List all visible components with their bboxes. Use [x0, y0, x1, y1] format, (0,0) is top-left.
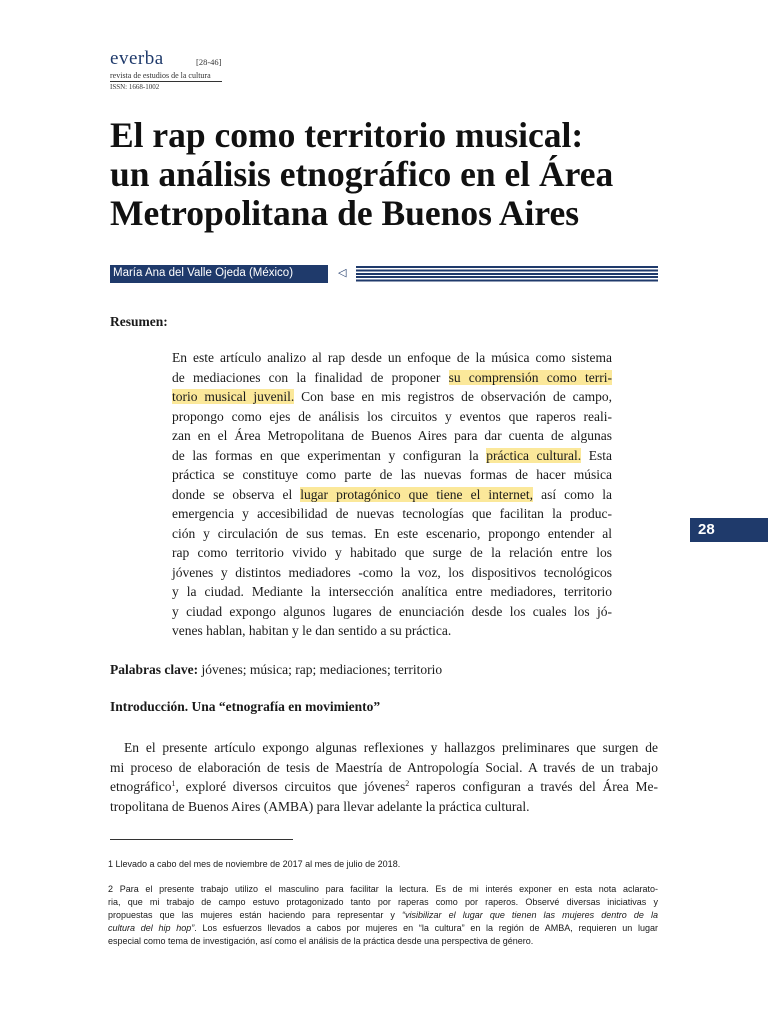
abstract-line: jóvenes y distintos mediadores -como la voz, los dispositivos tecnológicos: [172, 564, 612, 580]
abstract-line: y ciudad expongo algunos lugares de enunciación desde los cuales los jó-: [172, 603, 612, 619]
issn: ISSN: 1668-1002: [110, 83, 160, 91]
journal-subtitle: revista de estudios de la cultura: [110, 71, 211, 80]
body-line: etnográfico$^1$, exploré diversos circuitos que jóvenes$^2$ raperos configuran a través del Área Me-: [110, 779, 658, 794]
abstract-line: de mediaciones con la finalidad de proponer su comprensión como terri-: [172, 369, 612, 385]
abstract-line: propongo como ejes de análisis los circuitos y eventos que raperos reali-: [172, 408, 612, 424]
abstract-line: torio musical juvenil. Con base en mis registros de observación de campo,: [172, 389, 612, 404]
section-heading: Introducción. Una “etnografía en movimiento”: [110, 699, 381, 714]
footnote-1: [108, 858, 658, 871]
abstract-line: práctica se constituye como parte de las nuevas formas de hacer música: [172, 467, 612, 482]
abstract-line: venes hablan, habitan y le dan sentido a su práctica.: [172, 623, 452, 638]
footnote-line: propuestas que las mujeres están haciendo para representar y “visibilizar el lugar que tienen las mujeres dentro de la: [108, 910, 658, 920]
page-range: [28-46]: [196, 57, 222, 67]
highlight: su comprensión como terri-: [448, 369, 612, 385]
decorative-stripes: [356, 266, 658, 283]
author-name: María Ana del Valle Ojeda (México): [113, 267, 294, 279]
footnote-divider: [110, 839, 293, 840]
highlight: lugar protagónico que tiene el internet,: [300, 486, 534, 502]
abstract-line: zan en el Área Metropolitana de Buenos Aires para dar cuenta de algunas: [172, 428, 612, 443]
footnote-2: [108, 883, 658, 948]
title-line: El rap como territorio musical:: [110, 115, 584, 155]
footnote-ref[interactable]: 1: [171, 779, 176, 788]
footnote-line: cultura del hip hop”. Los esfuerzos llevados a cabos por mujeres en “la cultura” en la región de AMBA, requieren un lugar: [108, 923, 658, 933]
footnote-line: 2 Para el presente trabajo utilizo el masculino para facilitar la lectura. Es de mi interés exponer en esta nota aclarato-: [108, 884, 658, 894]
abstract: [172, 348, 612, 641]
abstract-line: emergencia y accesibilidad de nuevas tecnologías que facilitan la produc-: [172, 506, 612, 521]
abstract-line: ción y circulación de sus temas. En este escenario, propongo entender al: [172, 525, 612, 541]
abstract-heading: Resumen:: [110, 314, 168, 329]
keywords-text: jóvenes; música; rap; mediaciones; territorio: [198, 662, 443, 677]
highlight: práctica cultural.: [486, 447, 582, 463]
title-line: un análisis etnográfico en el Área: [110, 154, 614, 194]
triangle-left-icon: ◁: [338, 266, 347, 279]
abstract-line: y la ciudad. Mediante la intersección analítica entre mediadores, territorio: [172, 584, 612, 599]
footnote-line: ria, que mi trabajo de campo estuvo protagonizado tanto por raperas como por raperos. Observé diversas iniciativas y: [108, 897, 658, 907]
abstract-line: donde se observa el lugar protagónico que tiene el internet, así como la: [172, 486, 612, 502]
abstract-line: En este artículo analizo al rap desde un enfoque de la música como sistema: [172, 350, 612, 365]
abstract-line: de las formas en que experimentan y configuran la práctica cultural. Esta: [172, 447, 612, 463]
keywords: [110, 662, 442, 678]
author-box: [110, 265, 328, 283]
footnote-line: especial como tema de investigación, así como el análisis de la práctica desde una perspectiva de género.: [108, 936, 534, 946]
keywords-label: Palabras clave:: [110, 662, 199, 677]
body-line: En el presente artículo expongo algunas reflexiones y hallazgos preliminares que surgen de: [124, 740, 658, 755]
footnote-ref[interactable]: 2: [405, 779, 410, 788]
abstract-line: rap como territorio vivido y habitado que surge de la relación entre los: [172, 545, 612, 560]
body-paragraph: [110, 738, 658, 816]
body-line: tropolitana de Buenos Aires (AMBA) para llevar adelante la práctica cultural.: [110, 798, 530, 814]
footnote-line: 1 Llevado a cabo del mes de noviembre de 2017 al mes de julio de 2018.: [108, 859, 401, 869]
journal-logo: everba: [110, 48, 164, 69]
title-line: Metropolitana de Buenos Aires: [110, 193, 580, 233]
body-line: mi proceso de elaboración de tesis de Maestría de Antropología Social. A través de un trabajo: [110, 759, 658, 775]
author-band: [110, 265, 658, 283]
masthead-divider: [110, 81, 222, 82]
article-title: [110, 116, 690, 233]
highlight: torio musical juvenil.: [172, 389, 295, 404]
page-number: 28: [690, 518, 768, 542]
